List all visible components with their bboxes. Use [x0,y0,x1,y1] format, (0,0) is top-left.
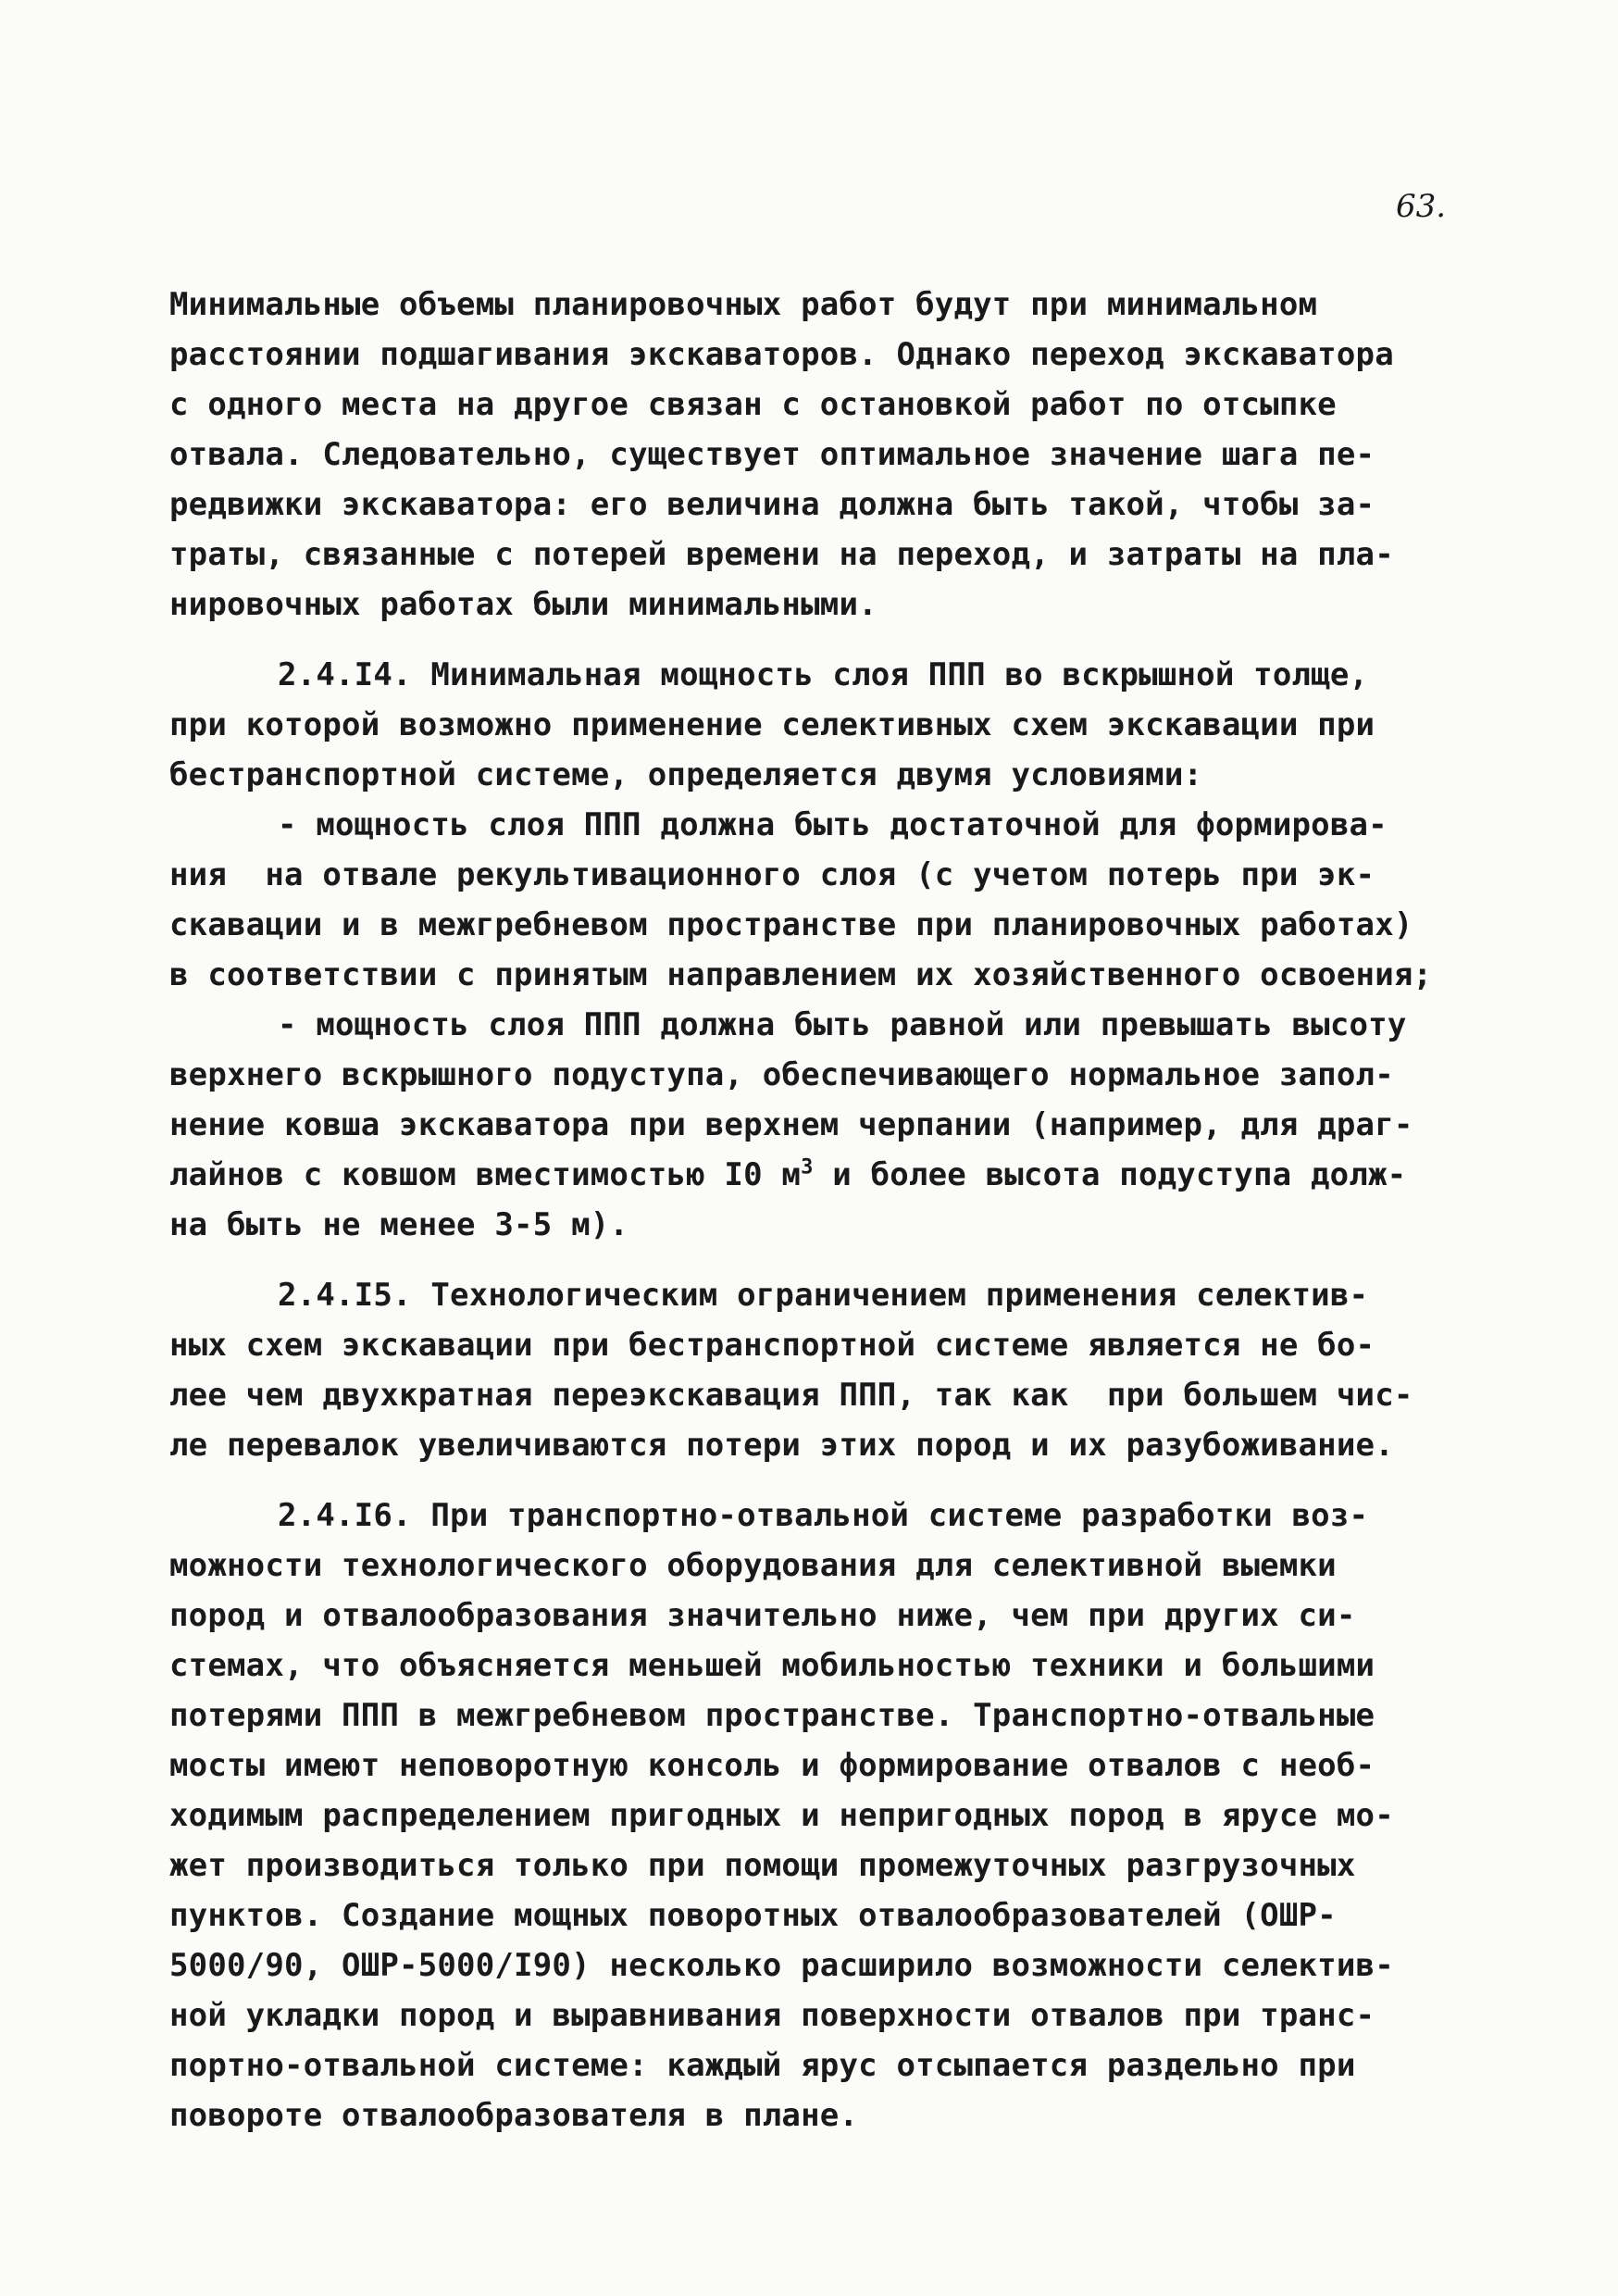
text-line: отвала. Следовательно, существует оптимальное значение шага пе- [169,436,1375,473]
text-line: бестранспортной системе, определяется двумя условиями: [169,756,1203,793]
text-line: нение ковша экскаватора при верхнем черпании (например, для драг- [169,1106,1413,1143]
text-line-with-superscript [169,1150,1406,1200]
text-line: жет производиться только при помощи промежуточных разгрузочных [169,1847,1356,1884]
text-line: повороте отвалообразователя в плане. [169,2097,859,2134]
section-heading-line: 2.4.I5. Технологическим ограничением применения селектив- [278,1277,1369,1314]
text-line: редвижки экскаватора: его величина должна быть такой, чтобы за- [169,486,1375,523]
superscript: 3 [801,1155,814,1179]
list-item-line: - мощность слоя ППП должна быть равной или превышать высоту [278,1006,1407,1043]
text-line: 5000/90, ОШР-5000/I90) несколько расширило возможности селектив- [169,1947,1394,1984]
text-line: портно-отвальной системе: каждый ярус отсыпается раздельно при [169,2047,1356,2084]
text-line: с одного места на другое связан с остановкой работ по отсыпке [169,386,1337,423]
text-line: скавации и в межгребневом пространстве при планировочных работах) [169,906,1413,943]
text-line: лее чем двухкратная переэкскавация ППП, так как при большем чис- [169,1377,1413,1414]
text-line: стемах, что объясняется меньшей мобильностью техники и большими [169,1647,1375,1684]
text-line: нировочных работах были минимальными. [169,586,877,623]
text-line: мосты имеют неповоротную консоль и формирование отвалов с необ- [169,1747,1375,1784]
text-line: потерями ППП в межгребневом пространстве. Транспортно-отвальные [169,1697,1375,1734]
text-segment: и более высота подуступа долж- [813,1156,1407,1193]
text-line: ходимым распределением пригодных и непригодных пород в ярусе мо- [169,1797,1394,1834]
list-item-line: - мощность слоя ППП должна быть достаточной для формирова- [278,806,1388,843]
text-line: при которой возможно применение селективных схем экскавации при [169,706,1375,743]
text-line: верхнего вскрышного подуступа, обеспечивающего нормальное запол- [169,1056,1394,1093]
page-number: 63. [1396,188,1447,225]
text-line: расстоянии подшагивания экскаваторов. Однако переход экскаватора [169,336,1394,373]
text-line: ния на отвале рекультивационного слоя (с учетом потерь при эк- [169,856,1375,893]
text-line: ных схем экскавации при бестранспортной системе является не бо- [169,1327,1375,1364]
section-heading-line: 2.4.I4. Минимальная мощность слоя ППП во вскрышной толще, [278,656,1369,693]
text-line: Минимальные объемы планировочных работ будут при минимальном [169,286,1318,323]
text-line: пород и отвалообразования значительно ниже, чем при других си- [169,1597,1356,1634]
text-line: пунктов. Создание мощных поворотных отвалообразователей (ОШР- [169,1897,1337,1934]
text-line: траты, связанные с потерей времени на переход, и затраты на пла- [169,536,1394,573]
section-heading-line: 2.4.I6. При транспортно-отвальной системе разработки воз- [278,1497,1369,1534]
text-segment: лайнов с ковшом вместимостью I0 м [169,1156,802,1193]
text-line: на быть не менее 3-5 м). [169,1206,629,1243]
text-line: можности технологического оборудования для селективной выемки [169,1547,1337,1584]
text-line: ной укладки пород и выравнивания поверхности отвалов при транс- [169,1997,1375,2034]
text-line: ле перевалок увеличиваются потери этих пород и их разубоживание. [169,1427,1394,1464]
text-line: в соответствии с принятым направлением их хозяйственного освоения; [169,956,1433,993]
